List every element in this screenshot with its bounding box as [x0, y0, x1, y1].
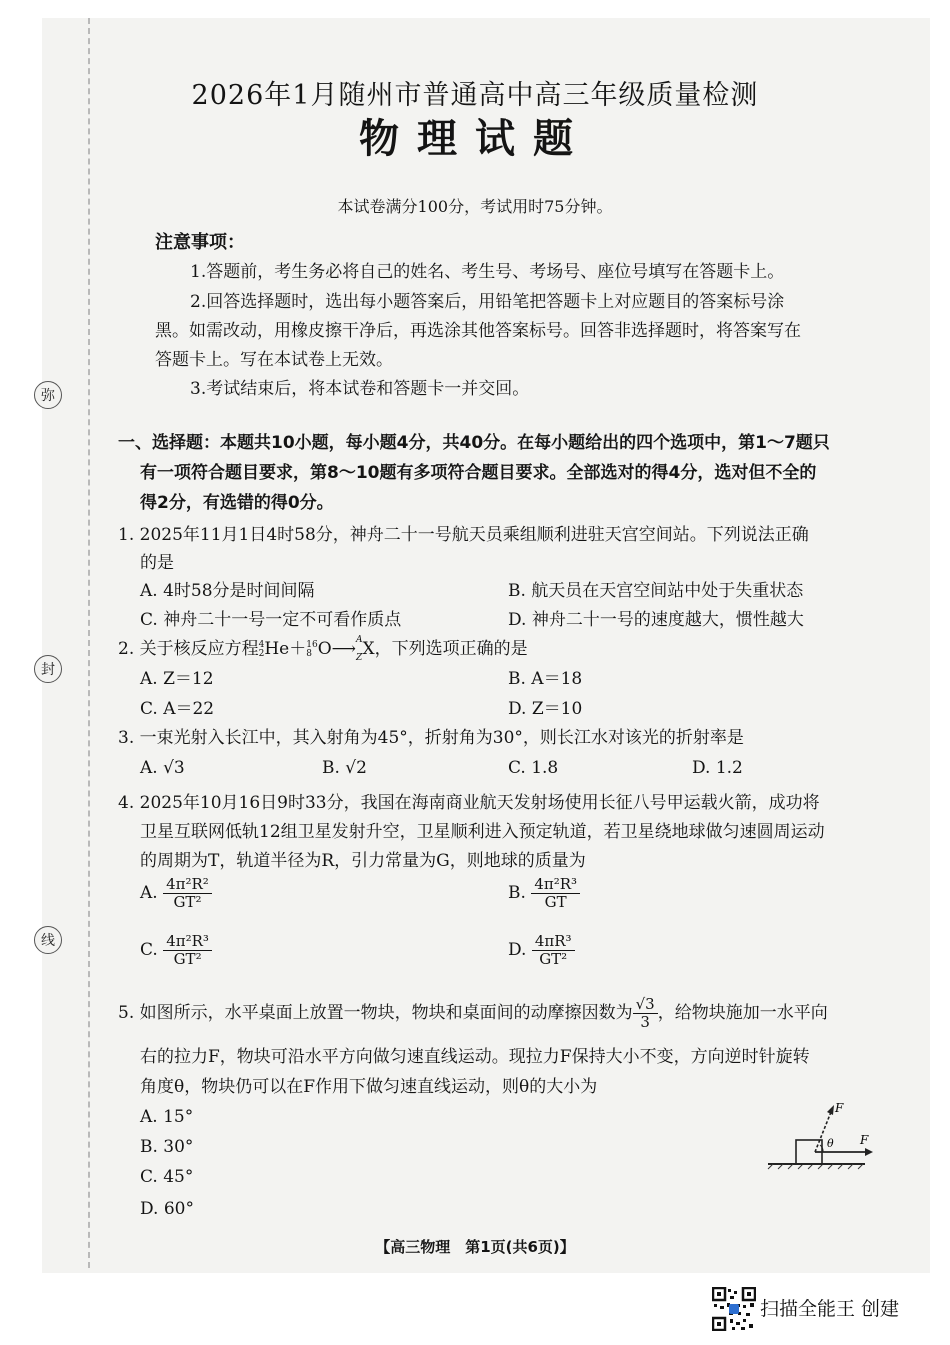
q3-option-a: A. √3: [140, 758, 185, 778]
q4-option-d-fraction: [532, 933, 575, 968]
section1-line3: 得2分，有选错的得0分。: [140, 493, 334, 513]
q2-option-b: B. A＝18: [508, 669, 583, 689]
rotated-arrowhead: [827, 1105, 834, 1115]
q4-option-b-fraction: [531, 876, 580, 911]
q4-option-a-fraction: [163, 876, 212, 911]
q4-option-b-label: B.: [508, 883, 526, 903]
seal-mark-xian: 线: [34, 926, 62, 954]
q4-stem-line1: 4. 2025年10月16日9时33分，我国在海南商业航天发射场使用长征八号甲运载火箭，成功将: [118, 793, 820, 813]
subject-title: 物理试题: [359, 116, 591, 162]
q4-b-numerator: 4π²R³: [531, 876, 580, 894]
q4-d-numerator: 4πR³: [532, 933, 575, 951]
q2-option-c: C. A＝22: [140, 699, 215, 719]
q5-option-c: C. 45°: [140, 1167, 194, 1187]
q5-option-d: D. 60°: [140, 1199, 194, 1219]
page-footer: 【高三物理 第1页(共6页)】: [375, 1238, 575, 1256]
q4-option-c-label: C.: [140, 940, 158, 960]
q5-mu-denominator: 3: [640, 1013, 650, 1031]
q5-stem-suffix: ，给物块施加一水平向: [657, 1003, 828, 1023]
rotated-force-label: F: [835, 1101, 844, 1115]
q4-stem-line2: 卫星互联网低轨12组卫星发射升空，卫星顺利进入预定轨道，若卫星绕地球做匀速圆周运动: [140, 822, 825, 842]
note-item-2-line1: 2.回答选择题时，选出每小题答案后，用铅笔把答题卡上对应题目的答案标号涂: [190, 292, 785, 312]
q4-option-c-fraction: [163, 933, 212, 968]
horizontal-force-label: F: [860, 1133, 869, 1147]
q5-force-diagram: [765, 1098, 880, 1170]
q4-option-a: [140, 876, 212, 911]
q5-mu-fraction: [633, 996, 658, 1031]
q4-stem-line3: 的周期为T，轨道半径为R，引力常量为G，则地球的质量为: [140, 851, 586, 871]
seal-mark-feng: 封: [34, 655, 62, 683]
q1-option-c: C. 神舟二十一号一定不可看作质点: [140, 610, 402, 630]
q5-stem-line3: 角度θ，物块仍可以在F作用下做匀速直线运动，则θ的大小为: [140, 1077, 598, 1097]
q5-stem-line1: [118, 996, 828, 1031]
q3-option-c: C. 1.8: [508, 758, 559, 778]
q1-option-b: B. 航天员在天宫空间站中处于失重状态: [508, 581, 804, 601]
scanner-watermark: 扫描全能王 创建: [760, 1298, 900, 1320]
theta-label: θ: [827, 1137, 834, 1150]
q4-option-d: [508, 933, 575, 968]
q4-d-denominator: GT²: [539, 950, 568, 968]
seal-mark-mi: 弥: [34, 381, 62, 409]
q4-a-numerator: 4π²R²: [163, 876, 212, 894]
exam-info: 本试卷满分100分，考试用时75分钟。: [337, 197, 613, 216]
q3-option-b: B. √2: [322, 758, 367, 778]
q3-stem: 3. 一束光射入长江中，其入射角为45°，折射角为30°，则长江水对该光的折射率是: [118, 728, 744, 748]
note-item-2-line3: 答题卡上。写在本试卷上无效。: [155, 350, 393, 370]
qr-code-icon: [712, 1287, 756, 1331]
section1-line2: 有一项符合题目要求，第8～10题有多项符合题目要求。全部选对的得4分，选对但不全的: [140, 463, 817, 483]
q5-mu-numerator: √3: [633, 996, 658, 1014]
notes-heading: 注意事项：: [155, 232, 245, 253]
q2-option-d: D. Z＝10: [508, 699, 583, 719]
q2-stem-suffix: ，下列选项正确的是: [374, 639, 528, 659]
q5-stem-line2: 右的拉力F，物块可沿水平方向做匀速直线运动。现拉力F保持大小不变，方向逆时针旋转: [140, 1047, 810, 1067]
note-item-2-line2: 黑。如需改动，用橡皮擦干净后，再选涂其他答案标号。回答非选择题时，将答案写在: [155, 321, 801, 341]
q4-option-c: [140, 933, 212, 968]
q2-nuclear-equation: 4 2He＋16 8 O⟶ A Z X: [258, 635, 375, 663]
q5-option-a: A. 15°: [140, 1107, 194, 1127]
section1-line1: 一、选择题：本题共10小题，每小题4分，共40分。在每小题给出的四个选项中，第1～7题只: [118, 433, 830, 453]
q4-option-b: [508, 876, 580, 911]
q1-option-d: D. 神舟二十一号的速度越大，惯性越大: [508, 610, 804, 630]
q4-a-denominator: GT²: [173, 893, 202, 911]
q2-stem: [118, 634, 528, 663]
q4-c-numerator: 4π²R³: [163, 933, 212, 951]
q3-option-d: D. 1.2: [692, 758, 743, 778]
q1-stem-line2: 的是: [140, 553, 174, 573]
note-item-3: 3.考试结束后，将本试卷和答题卡一并交回。: [190, 379, 530, 399]
q1-stem-line1: 1. 2025年11月1日4时58分，神舟二十一号航天员乘组顺利进驻天宫空间站。下列说法正确: [118, 525, 809, 545]
exam-title: 2026年1月随州市普通高中高三年级质量检测: [191, 80, 759, 111]
q2-option-a: A. Z＝12: [140, 669, 214, 689]
q4-c-denominator: GT²: [173, 950, 202, 968]
q4-option-d-label: D.: [508, 940, 527, 960]
note-item-1: 1.答题前，考生务必将自己的姓名、考生号、考场号、座位号填写在答题卡上。: [190, 262, 785, 282]
q4-option-a-label: A.: [140, 883, 158, 903]
q1-option-a: A. 4时58分是时间间隔: [140, 581, 315, 601]
q5-stem-prefix: 5. 如图所示，水平桌面上放置一物块，物块和桌面间的动摩擦因数为: [118, 1003, 633, 1023]
q5-option-b: B. 30°: [140, 1137, 194, 1157]
q2-stem-prefix: 2. 关于核反应方程: [118, 639, 259, 659]
horizontal-arrowhead: [865, 1148, 873, 1156]
q4-b-denominator: GT: [544, 893, 567, 911]
